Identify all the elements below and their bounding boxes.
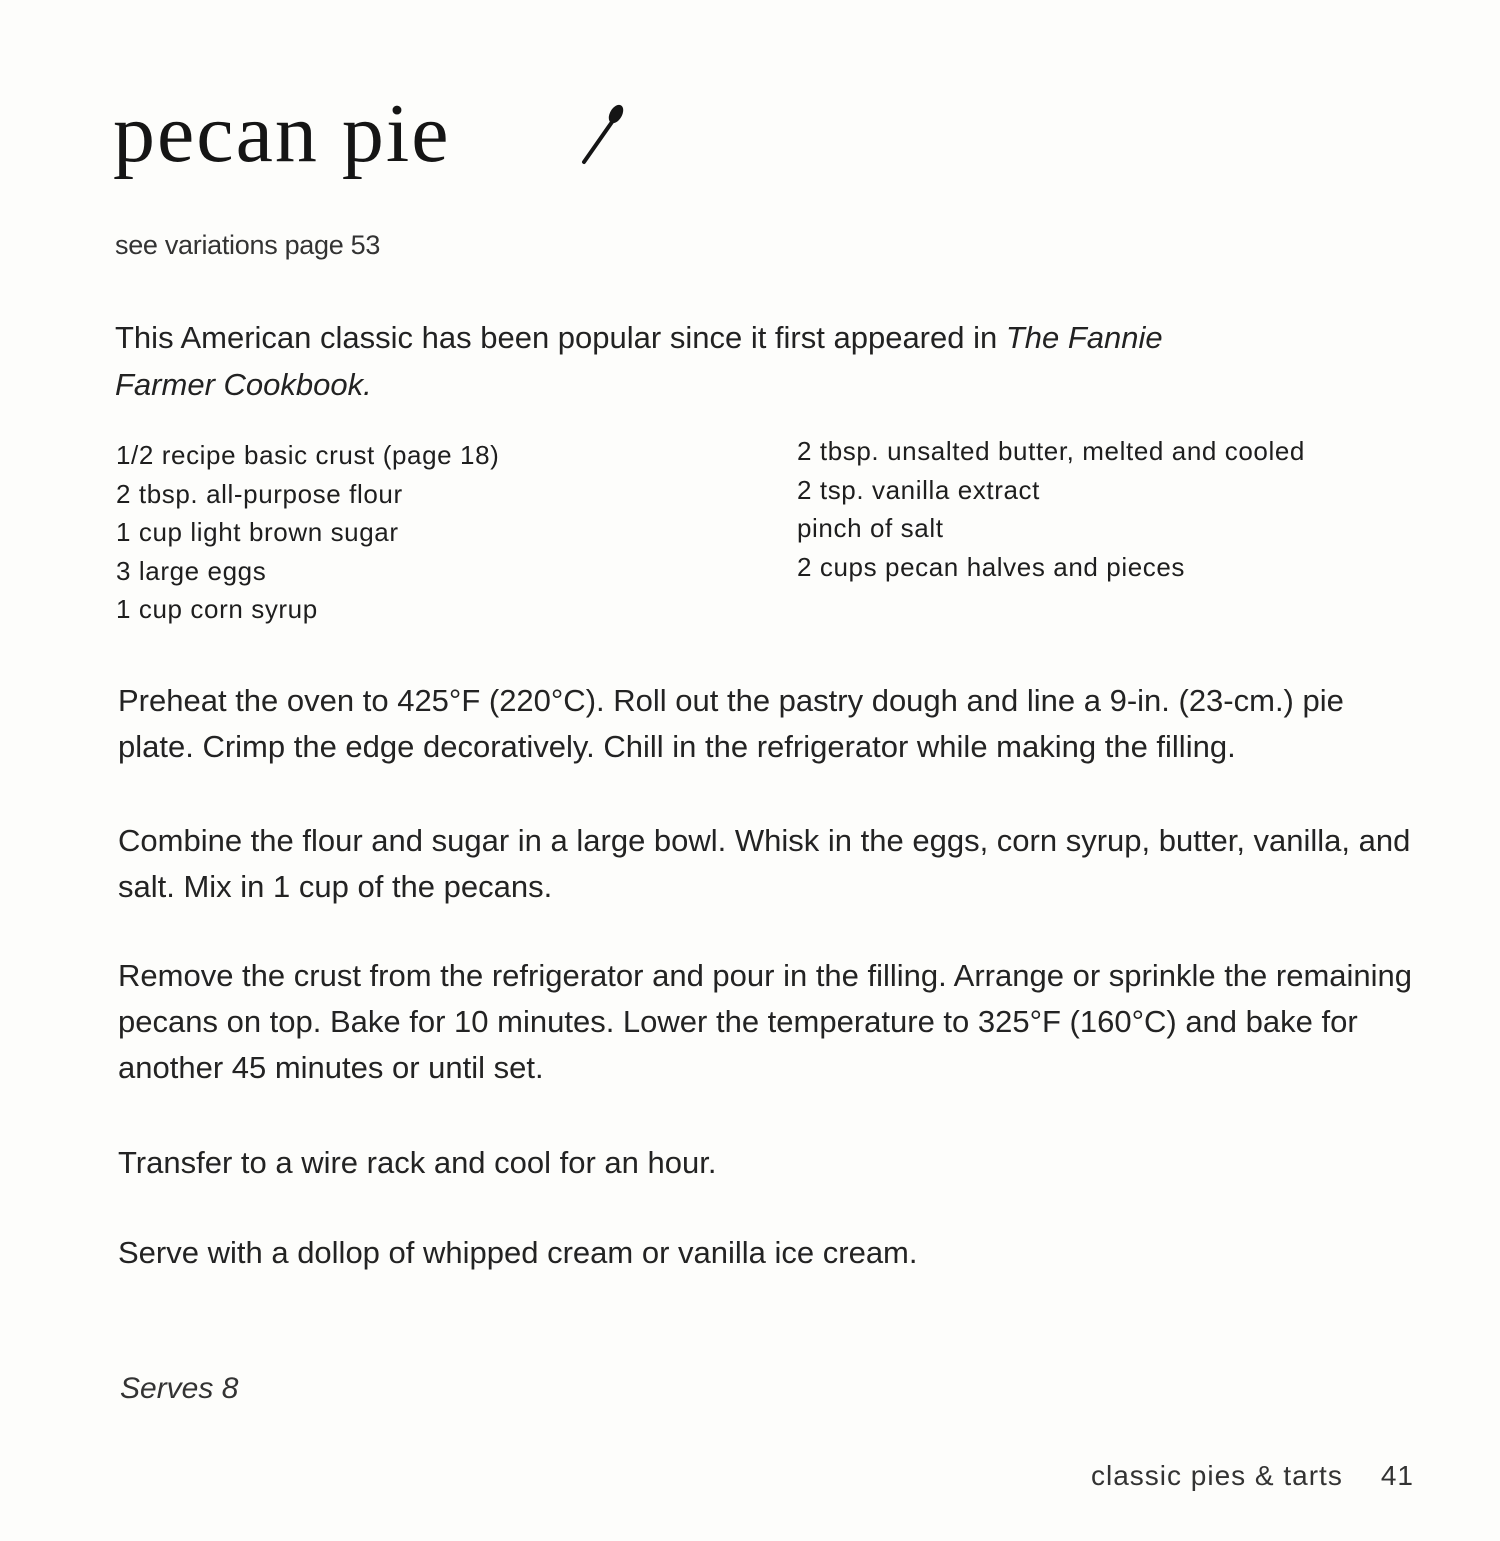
- ingredient-item: 1 cup light brown sugar: [116, 517, 399, 547]
- method-step-2: Combine the flour and sugar in a large bowl. Whisk in the eggs, corn syrup, butter, vanilla, and salt. Mix in 1 cup of the pecans.: [118, 823, 1411, 904]
- method-step-1: Preheat the oven to 425°F (220°C). Roll out the pastry dough and line a 9-in. (23-cm.) pie plate. Crimp the edge decoratively. Chill in the refrigerator while making the filling.: [118, 683, 1344, 764]
- serves-note: Serves 8: [120, 1372, 239, 1405]
- ingredient-item: 1/2 recipe basic crust (page 18): [116, 440, 500, 470]
- recipe-intro: [115, 314, 1265, 408]
- spoon-icon: [575, 100, 635, 170]
- ingredients-list-right: [797, 432, 1305, 586]
- variations-reference: see variations page 53: [115, 230, 381, 260]
- ingredients-list-left: [116, 436, 499, 629]
- method-step-4: Transfer to a wire rack and cool for an hour.: [118, 1145, 717, 1180]
- ingredient-item: 2 tbsp. unsalted butter, melted and cooled: [797, 436, 1305, 466]
- method-step-5: Serve with a dollop of whipped cream or vanilla ice cream.: [118, 1235, 918, 1270]
- ingredient-item: 2 tsp. vanilla extract: [797, 474, 1040, 505]
- ingredient-item: 3 large eggs: [116, 555, 267, 586]
- footer-section-title: classic pies & tarts: [1090, 1460, 1343, 1491]
- recipe-title: pecan pie: [113, 87, 451, 180]
- page-footer: [1091, 1460, 1414, 1492]
- ingredient-item: 2 tbsp. all-purpose flour: [116, 478, 403, 509]
- ingredient-item: 2 cups pecan halves and pieces: [797, 551, 1186, 582]
- method-step-3: Remove the crust from the refrigerator and pour in the filling. Arrange or sprinkle the remaining pecans on top. Bake for 10 minutes. Lower the temperature to 325°F (160°C) and bake for another 45 minutes or until set.: [118, 958, 1413, 1085]
- ingredient-item: pinch of salt: [797, 513, 944, 543]
- intro-text: This American classic has been popular since it first appeared in: [115, 320, 1006, 355]
- intro-book-title: The Fannie Farmer Cookbook.: [115, 320, 1163, 402]
- ingredient-item: 1 cup corn syrup: [116, 594, 318, 624]
- page-number: 41: [1380, 1460, 1414, 1491]
